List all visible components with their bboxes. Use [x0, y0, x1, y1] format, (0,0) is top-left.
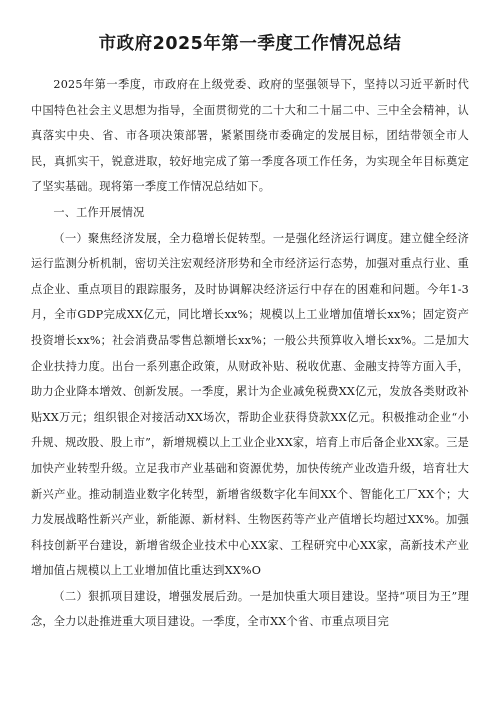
economy-paragraph: （一）聚焦经济发展，全力稳增长促转型。一是强化经济运行调度。建立健全经济运行监测分析机制，密切关注宏观经济形势和全市经济运行态势，加强对重点行业、重点企业、重点项目的跟踪服务，及时协调解决经济运行中存在的困难和问题。今年1-3月，全市GDP完成XX亿元，同比增长xx%；规模以上工业增加值增长xx%；固定资产投资增长xx%；社会消费品零售总额增长xx%；一般公共预算收入增长xx%。二是加大企业扶持力度。出台一系列惠企政策，从财政补贴、税收优惠、金融支持等方面入手，助力企业降本增效、创新发展。一季度，累计为企业减免税费XX亿元，发放各类财政补贴XX万元；组织银企对接活动XX场次，帮助企业获得贷款XX亿元。积极推动企业“小升规、规改股、股上市”，新增规模以上工业企业XX家，培育上市后备企业XX家。三是加快产业转型升级。立足我市产业基础和资源优势，加快传统产业改造升级，培育壮大新兴产业。推动制造业数字化转型，新增省级数字化车间XX个、智能化工厂XX个；大力发展战略性新兴产业，新能源、新材料、生物医药等产业产值增长均超过XX%。加强科技创新平台建设，新增省级企业技术中心XX家、工程研究中心XX家，高新技术产业增加值占规模以上工业增加值比重达到XX%O — [31, 231, 469, 578]
intro-paragraph: 2025年第一季度，市政府在上级党委、政府的坚强领导下，坚持以习近平新时代中国特色社会主义思想为指导，全面贯彻党的二十大和二十届二中、三中全会精神，认真落实中央、省、市各项决策部署，紧紧围绕市委确定的发展目标，团结带领全市人民，真抓实干，锐意进取，较好地完成了第一季度各项工作任务，为实现全年目标奠定了坚实基础。现将第一季度工作情况总结如下。 — [31, 78, 469, 194]
section-heading: 一、工作开展情况 — [53, 205, 145, 219]
projects-paragraph: （二）狠抓项目建设，增强发展后劲。一是加快重大项目建设。坚持“项目为王”理念，全力以赴推进重大项目建设。一季度，全市XX个省、市重点项目完 — [31, 589, 469, 629]
document-title: 市政府2025年第一季度工作情况总结 — [98, 34, 402, 54]
